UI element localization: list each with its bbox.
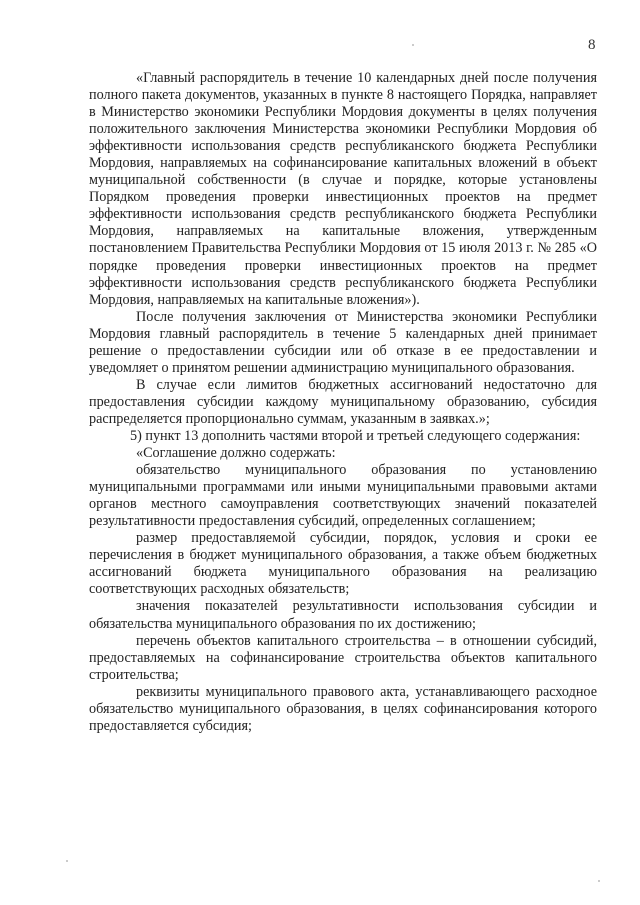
paragraph-objects-list: перечень объектов капитального строительства – в отношении субсидий, предоставляемых на софинансирование строительства объектов капитального строительства;: [89, 632, 597, 683]
scan-speck: [412, 44, 414, 46]
paragraph-obligation: обязательство муниципального образования по установлению муниципальными программами или иными муниципальными правовыми актами органов местного самоуправления соответствующих значений показателей результативности предоставления субсидий, определенных соглашением;: [89, 462, 597, 530]
paragraph-legal-act-details: реквизиты муниципального правового акта, устанавливающего расходное обязательство муниципального образования, в целях софинансирования которого предоставляется субсидия;: [89, 683, 597, 734]
page-number: 8: [588, 37, 596, 53]
paragraph-agreement-intro: «Соглашение должно содержать:: [136, 445, 336, 462]
paragraph-after-conclusion: После получения заключения от Министерства экономики Республики Мордовия главный распорядитель в течение 5 календарных дней принимает решение о предоставлении субсидии или об отказе в ее предоставлении и уведомляет о принятом решении администрацию муниципального образования.: [89, 308, 597, 376]
document-body: [89, 70, 597, 735]
paragraph-main-distributor: «Главный распорядитель в течение 10 календарных дней после получения полного пакета документов, указанных в пункте 8 настоящего Порядка, направляет в Министерство экономики Республики Мордовия документы в целях получения положительного заключения Министерства экономики Республики Мордовия об эффективности использования средств республиканского бюджета Республики Мордовия, направляемых на софинансирование капитальных вложений в объект муниципальной собственности (в случае и порядке, которые установлены Порядком проведения проверки инвестиционных проектов на предмет эффективности использования средств республиканского бюджета Республики Мордовия, направляемых на капитальные вложения, утвержденным постановлением Правительства Республики Мордовия от 15 июля 2013 г. № 285 «О порядке проведения проверки инвестиционных проектов на предмет эффективности использования средств республиканского бюджета Республики Мордовия, направляемых на капитальные вложения»).: [89, 70, 597, 308]
paragraph-item-5: 5) пункт 13 дополнить частями второй и третьей следующего содержания:: [130, 427, 581, 444]
scan-speck: [66, 860, 68, 862]
paragraph-indicator-values: значения показателей результативности использования субсидии и обязательства муниципального образования по их достижению;: [89, 598, 597, 632]
scan-speck: [598, 880, 600, 882]
paragraph-insufficient-limits: В случае если лимитов бюджетных ассигнований недостаточно для предоставления субсидии каждому муниципальному образованию, субсидия распределяется пропорционально суммам, указанным в заявках.»;: [89, 376, 597, 427]
paragraph-subsidy-size: размер предоставляемой субсидии, порядок, условия и сроки ее перечисления в бюджет муниципального образования, а также объем бюджетных ассигнований бюджета муниципального образования на реализацию соответствующих расходных обязательств;: [89, 530, 597, 598]
